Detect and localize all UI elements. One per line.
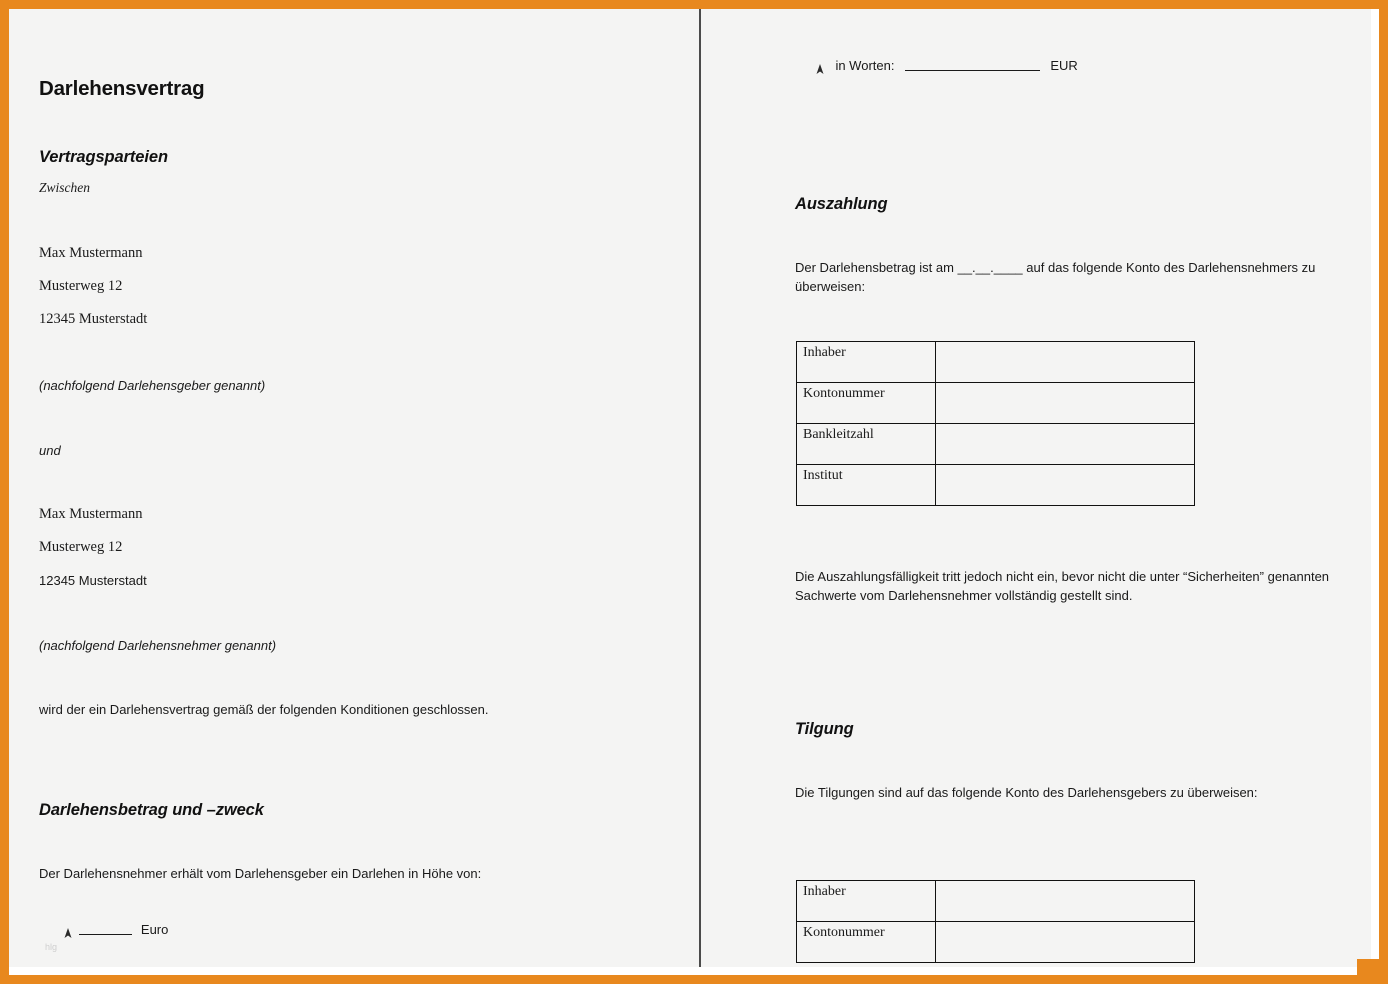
in-words-row (813, 57, 1078, 78)
table-cell-value[interactable] (936, 424, 1195, 465)
right-page-column (701, 9, 1371, 967)
amount-intro-text: Der Darlehensnehmer erhält vom Darlehensgeber ein Darlehen in Höhe von: (39, 866, 482, 881)
borrower-city: 12345 Musterstadt (39, 573, 147, 588)
table-cell-label: Inhaber (797, 342, 936, 383)
section-heading-darlehensbetrag: Darlehensbetrag und –zweck (39, 801, 264, 819)
in-words-blank-field[interactable] (905, 70, 1040, 71)
table-cell-value[interactable] (936, 922, 1195, 963)
table-row (797, 881, 1195, 922)
table-row (797, 922, 1195, 963)
table-row (797, 424, 1195, 465)
payout-condition-paragraph: Die Auszahlungsfälligkeit tritt jedoch nicht ein, bevor nicht die unter “Sicherheiten” genannten Sachwerte vom Darlehensnehmer vollständig gestellt sind. (795, 569, 1330, 603)
in-words-label: in Worten: (835, 58, 895, 73)
borrower-name: Max Mustermann (39, 506, 143, 522)
table-cell-value[interactable] (936, 465, 1195, 506)
in-words-currency-label: EUR (1050, 58, 1078, 73)
table-row (797, 383, 1195, 424)
section-heading-auszahlung: Auszahlung (795, 195, 888, 213)
between-label: Zwischen (39, 180, 91, 195)
closing-sentence: wird der ein Darlehensvertrag gemäß der folgenden Konditionen geschlossen. (39, 702, 489, 717)
lender-role-note: (nachfolgend Darlehensgeber genannt) (39, 378, 266, 393)
document-sheet (9, 9, 1371, 967)
table-cell-label: Kontonummer (797, 383, 936, 424)
lender-name: Max Mustermann (39, 245, 143, 261)
lender-street: Musterweg 12 (39, 278, 123, 294)
section-heading-tilgung: Tilgung (795, 720, 854, 738)
section-heading-vertragsparteien: Vertragsparteien (39, 148, 168, 166)
payout-intro-before-date: Der Darlehensbetrag ist am (795, 260, 954, 275)
amount-blank-field[interactable] (79, 934, 132, 935)
borrower-role-note: (nachfolgend Darlehensnehmer genannt) (39, 638, 277, 653)
page-title: Darlehensvertrag (39, 77, 205, 100)
table-cell-label: Bankleitzahl (797, 424, 936, 465)
caret-marker-icon (61, 925, 75, 941)
corner-accent (1357, 959, 1379, 975)
table-cell-value[interactable] (936, 881, 1195, 922)
table-cell-label: Kontonummer (797, 922, 936, 963)
table-cell-label: Institut (797, 465, 936, 506)
table-cell-value[interactable] (936, 383, 1195, 424)
table-row (797, 465, 1195, 506)
table-cell-label: Inhaber (797, 881, 936, 922)
left-page-column (9, 9, 699, 967)
table-cell-value[interactable] (936, 342, 1195, 383)
lender-city: 12345 Musterstadt (39, 311, 148, 327)
caret-marker-icon (813, 61, 827, 77)
payout-intro-after-date: auf das folgende Konto des Darlehensnehmers zu überweisen: (795, 260, 1316, 294)
table-row (797, 342, 1195, 383)
borrower-street: Musterweg 12 (39, 539, 123, 555)
payout-date-placeholder[interactable]: __.__.____ (957, 260, 1023, 275)
payout-intro-paragraph (795, 258, 1371, 296)
repayment-account-table (796, 880, 1195, 963)
payout-account-table (796, 341, 1195, 506)
amount-currency-label: Euro (140, 922, 169, 937)
repayment-intro-text: Die Tilgungen sind auf das folgende Konto des Darlehensgebers zu überweisen: (795, 785, 1258, 800)
amount-fill-in-row (61, 921, 169, 942)
conjunction-und: und (39, 443, 61, 458)
amount-marker-ghost-text: hlg (45, 942, 58, 952)
